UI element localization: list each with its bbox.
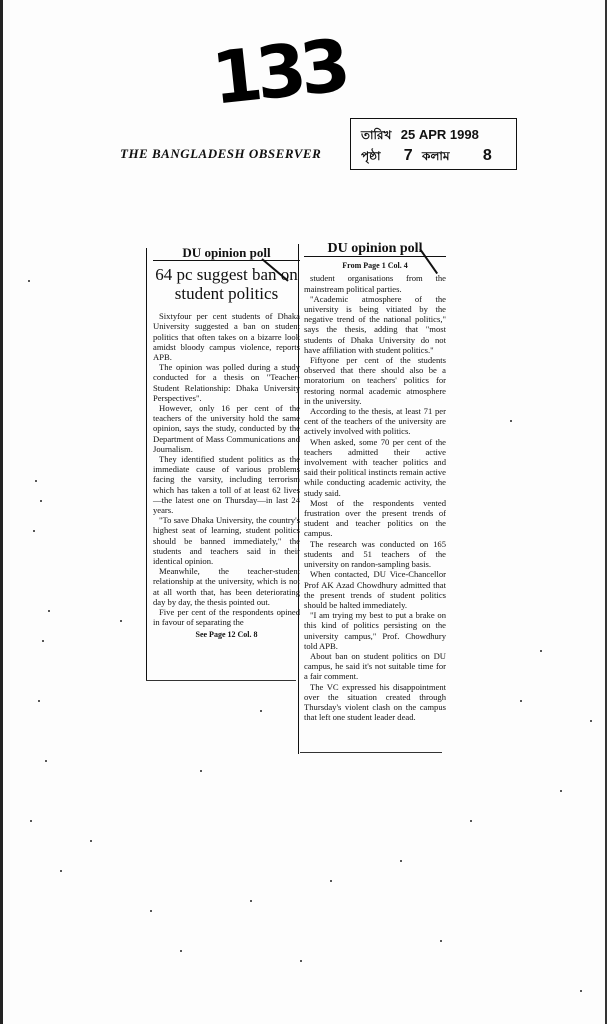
scan-speck: [250, 900, 252, 902]
article-paragraph: However, only 16 per cent of the teachers of the university hold the same opinion, says the study, conducted by the Department of Mass Communications and Journalism.: [153, 403, 300, 454]
continuation-kicker: DU opinion poll: [304, 244, 446, 257]
stamp-date-row: [361, 127, 479, 147]
article-paragraph: The VC expressed his disappointment over the situation created through Thursday's violent clash on the campus that left one student leader dead.: [304, 681, 446, 723]
scan-speck: [33, 530, 35, 532]
article-headline: 64 pc suggest ban on student politics: [155, 265, 298, 304]
scan-speck: [60, 870, 62, 872]
scan-speck: [30, 820, 32, 822]
article-body-col1: [153, 311, 300, 627]
see-page-note: See Page 12 Col. 8: [195, 629, 258, 639]
scan-speck: [590, 720, 592, 722]
article-paragraph: According to the thesis, at least 71 per cent of the teachers of the university are actively involved with politics.: [304, 406, 446, 437]
scan-speck: [580, 990, 582, 992]
clipping-bottom-edge: [300, 752, 442, 753]
article-paragraph: Five per cent of the respondents opined in favour of separating the: [153, 607, 300, 628]
article-body-col2: [304, 273, 446, 722]
stamp-page-number: 7: [403, 147, 413, 164]
scan-speck: [400, 860, 402, 862]
scan-speck: [35, 480, 37, 482]
date-stamp: [350, 118, 517, 170]
scan-speck: [300, 960, 302, 962]
article-column-1: [146, 245, 300, 680]
scan-speck: [200, 770, 202, 772]
scan-speck: [48, 610, 50, 612]
article-paragraph: About ban on student politics on DU campus, he said it's not suitable time for a fair comment.: [304, 650, 446, 682]
article-paragraph: The opinion was polled during a study conducted for a thesis on "Teacher-Student Relationship: Dhaka University Perspectives".: [153, 362, 300, 403]
scan-speck: [38, 700, 40, 702]
scan-speck: [540, 650, 542, 652]
scan-speck: [560, 790, 562, 792]
scan-speck: [40, 500, 42, 502]
scan-speck: [510, 420, 512, 422]
stamp-date: 25 APR 1998: [400, 127, 479, 142]
newspaper-masthead: THE BANGLADESH OBSERVER: [120, 146, 322, 161]
scan-speck: [120, 620, 122, 622]
article-column-2: [298, 241, 446, 754]
page-edge-left: [0, 0, 3, 1024]
article-paragraph: student organisations from the mainstream political parties.: [304, 273, 446, 294]
scan-speck: [180, 950, 182, 952]
article-paragraph: Fiftyone per cent of the students observed that there should also be a moratorium on teachers' politics for restoring normal academic atmosphere in the university.: [304, 355, 446, 406]
article-paragraph: Most of the respondents vented frustration over the present trends of student and teacher politics on the campus.: [304, 497, 446, 539]
handwritten-page-number: 133: [207, 23, 349, 121]
stamp-col-label: কলাম: [422, 149, 450, 163]
clipping-bottom-edge: [146, 680, 296, 681]
scan-speck: [260, 710, 262, 712]
scan-speck: [28, 280, 30, 282]
stamp-date-label: তারিখ: [361, 128, 392, 142]
scan-speck: [440, 940, 442, 942]
scan-speck: [470, 820, 472, 822]
stamp-page-label: পৃষ্ঠা: [361, 149, 381, 163]
article-kicker: DU opinion poll: [153, 248, 300, 261]
article-paragraph: Sixtyfour per cent students of Dhaka University suggested a ban on student politics that often takes on a bizarre look amidst bloody campus violence, reports APB.: [153, 311, 300, 363]
article-paragraph: When contacted, DU Vice-Chancellor Prof AK Azad Chowdhury admitted that the present trends of student politics should be halted immediately.: [304, 569, 446, 610]
from-page-note: From Page 1 Col. 4: [342, 261, 408, 271]
scan-speck: [90, 840, 92, 842]
scan-speck: [150, 910, 152, 912]
article-paragraph: When asked, some 70 per cent of the teachers admitted their active involvement with teacher politics and said their political instincts remain active while conducting academic activity, the study said.: [304, 436, 446, 498]
scan-speck: [520, 700, 522, 702]
article-paragraph: They identified student politics as the immediate cause of various problems facing the varsity, including terrorism which has taken a toll of at least 62 lives—the latest one on Thursday—in last 24 years.: [153, 454, 300, 516]
stamp-col-number: 8: [482, 147, 492, 164]
article-paragraph: Meanwhile, the teacher-student relationship at the university, which is not at all worth that, has been deteriorating day by day, the thesis pointed out.: [153, 566, 300, 607]
stamp-page-row: [361, 147, 492, 168]
article-paragraph: "I am trying my best to put a brake on this kind of politics persisting on the university campus," Prof. Chowdhury told APB.: [304, 610, 446, 651]
article-paragraph: "To save Dhaka University, the country's highest seat of learning, student politics should be banned immediately," the students and teachers said in their identical opinion.: [153, 515, 300, 567]
scan-speck: [45, 760, 47, 762]
article-paragraph: "Academic atmosphere of the university is being vitiated by the negative trend of the national politics," says the thesis, adding that "most students of Dhaka University do not have affiliation with student politics.": [304, 293, 446, 355]
scan-speck: [42, 640, 44, 642]
scan-speck: [330, 880, 332, 882]
article-paragraph: The research was conducted on 165 students and 51 teachers of the university on randon-sampling basis.: [304, 538, 446, 570]
